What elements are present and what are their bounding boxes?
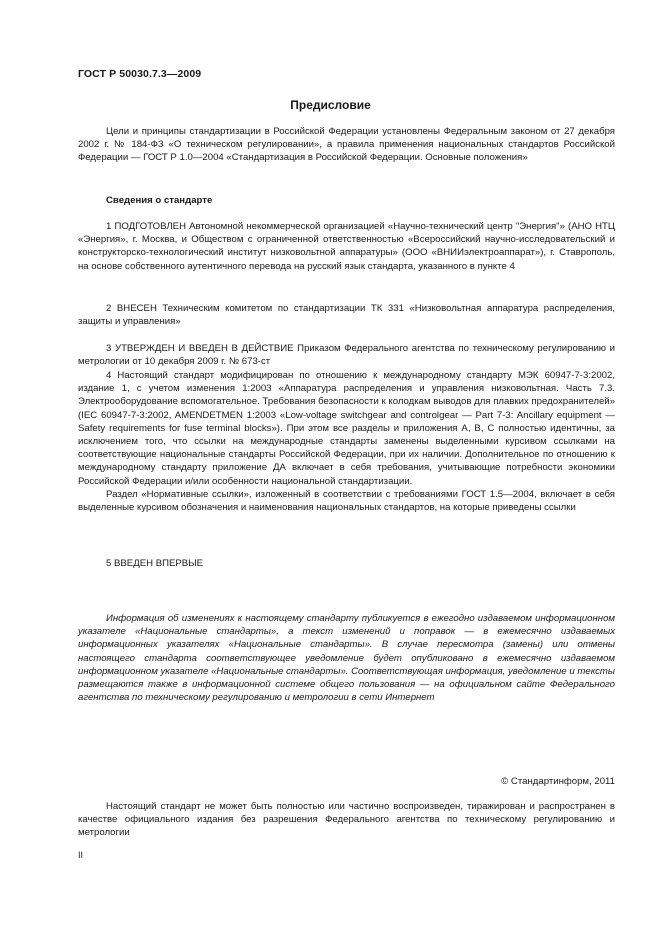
section-heading: Сведения о стандарте [106, 195, 213, 206]
item-5-paragraph: 5 ВВЕДЕН ВПЕРВЫЕ [106, 558, 204, 569]
notice-paragraph: Информация об изменениях к настоящему стандарту публикуется в ежегодно издаваемом информационном указателе «Национальные стандарты», а текст изменений и поправок — в ежемесячно издаваемых информационных указателях «Национальные стандарты». В случае пересмотра (замены) или отмены настоящего стандарта соответствующее уведомление будет опубликовано в ежемесячно издаваемом информационном указателе «Национальные стандарты». Соответствующая информация, уведомление и тексты размещаются также в информационной системе общего пользования — на официальном сайте Федерального агентства по техническому регулированию и метрологии в сети Интернет [78, 613, 615, 704]
document-header: ГОСТ Р 50030.7.3—2009 [78, 68, 202, 80]
item-1-block [78, 220, 615, 273]
page-title: Предисловие [290, 98, 371, 112]
copyright-line: © Стандартинформ, 2011 [501, 776, 615, 787]
item-3-paragraph: 3 УТВЕРЖДЕН И ВВЕДЕН В ДЕЙСТВИЕ Приказом Федерального агентства по техническому регулированию и метрологии от 10 декабря 2009 г. № 673-ст [78, 343, 615, 368]
intro-paragraph: Цели и принципы стандартизации в Российской Федерации установлены Федеральным законом от 27 декабря 2002 г. № 184-ФЗ «О техническом регулировании», а правила применения национальных стандартов Российской Федерации — ГОСТ Р 1.0—2004 «Стандартизация в Российской Федерации. Основные положения» [78, 126, 615, 164]
footer-paragraph: Настоящий стандарт не может быть полностью или частично воспроизведен, тиражирован и распространен в качестве официального издания без разрешения Федерального агентства по техническому регулированию и метрологии [78, 801, 615, 839]
section-heading-block [78, 194, 615, 207]
item-2-paragraph: 2 ВНЕСЕН Техническим комитетом по стандартизации ТК 331 «Низковольтная аппаратура распределения, защиты и управления» [78, 303, 615, 328]
footer-block [78, 800, 615, 840]
item-5-block [78, 557, 615, 570]
item-3-block [78, 342, 615, 368]
intro-block [78, 125, 615, 165]
item-4b-paragraph: Раздел «Нормативные ссылки», изложенный в соответствии с требованиями ГОСТ 1.5—2004, включает в себя выделенные курсивом обозначения и наименования национальных стандартов, на которые приведены ссылки [78, 488, 615, 514]
item-4-paragraph: 4 Настоящий стандарт модифицирован по отношению к международному стандарту МЭК 60947-7-3:2002, издание 1, с учетом изменения 1:2003 «Аппаратура распределения и управления низковольтная. Часть 7.3. Электрооборудование вспомогательное. Требования безопасности к колодкам выводов для плавких предохранителей» (IEC 60947-7-3:2002, AMENDETMEN 1:2003 «Low-voltage switchgear and controlgear — Part 7-3: Ancillary equipment — Safety requirements for fuse terminal blocks»). При этом все разделы и приложения А, В, С полностью идентичны, за исключением того, что ссылки на международные стандарты заменены выделенными курсивом ссылками на соответствующие национальные стандарты Российской Федерации, при их наличии. Дополнительное по отношению к международному стандарту приложение ДА включает в себя требования, учитывающие потребности экономики Российской Федерации и/или особенности национальной стандартизации. [78, 370, 615, 487]
notice-block [78, 612, 615, 704]
item-2-block [78, 302, 615, 328]
page-number: II [78, 850, 84, 860]
item-1-paragraph: 1 ПОДГОТОВЛЕН Автономной некоммерческой организацией «Научно-технический центр "Энергия"» (АНО НТЦ «Энергия», г. Москва, и Обществом с ограниченной ответственностью «Всероссийский научно-исследовательский и конструкторско-технологический институт низковольтной аппаратуры» (ООО «ВНИИэлектроаппарат»), г. Ставрополь, на основе собственного аутентичного перевода на русский язык стандарта, указанного в пункте 4 [78, 221, 615, 272]
item-4-block [78, 369, 615, 514]
